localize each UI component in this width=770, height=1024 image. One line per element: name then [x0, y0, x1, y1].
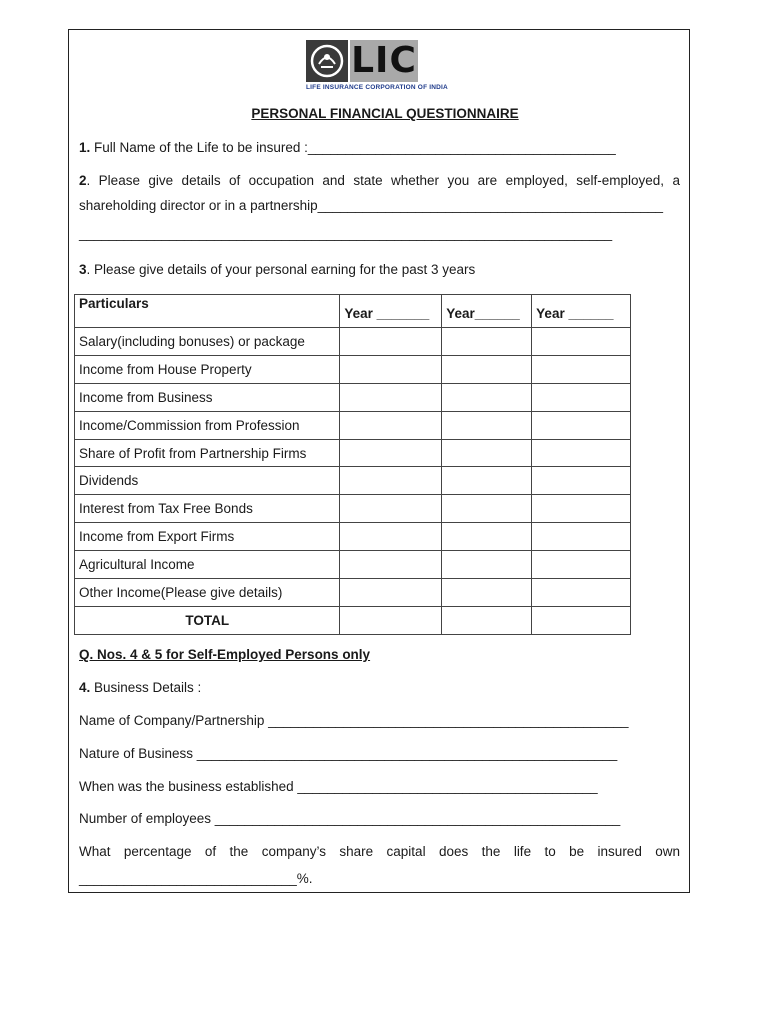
year-3-cell[interactable] — [532, 495, 631, 523]
table-row — [75, 523, 631, 551]
header-year-1: Year _______ — [340, 295, 442, 328]
year-3-cell[interactable] — [532, 328, 631, 356]
year-2-cell[interactable] — [442, 467, 532, 495]
year-3-cell[interactable] — [532, 383, 631, 411]
year-2-total-cell[interactable] — [442, 606, 532, 634]
lic-emblem-icon — [306, 40, 348, 82]
question-2-line-3: _______________________________________________________________________ — [79, 226, 613, 241]
row-label: Agricultural Income — [75, 551, 340, 579]
year-1-total-cell[interactable] — [340, 606, 442, 634]
year-1-cell[interactable] — [340, 579, 442, 607]
header-particulars: Particulars — [75, 295, 340, 328]
row-label: Income from Export Firms — [75, 523, 340, 551]
question-2-line-1 — [79, 173, 680, 188]
year-2-cell[interactable] — [442, 383, 532, 411]
table-row — [75, 383, 631, 411]
question-1 — [79, 140, 616, 155]
table-total-row — [75, 606, 631, 634]
year-2-cell[interactable] — [442, 355, 532, 383]
question-4 — [79, 680, 201, 695]
logo-text: LIC — [351, 40, 417, 81]
header-year-3: Year ______ — [532, 295, 631, 328]
year-1-cell[interactable] — [340, 355, 442, 383]
year-2-cell[interactable] — [442, 551, 532, 579]
question-2-number: 2 — [79, 173, 87, 188]
table-header-row — [75, 295, 631, 328]
row-label: Income from Business — [75, 383, 340, 411]
share-capital-question: What percentage of the company’s share capital does the life to be insured own — [79, 844, 680, 859]
question-2-text: . Please give details of occupation and state whether you are employed, self-employed, a — [86, 173, 680, 188]
year-3-cell[interactable] — [532, 551, 631, 579]
income-table — [74, 294, 631, 635]
table-row — [75, 328, 631, 356]
row-label: Income from House Property — [75, 355, 340, 383]
year-2-cell[interactable] — [442, 495, 532, 523]
table-row — [75, 355, 631, 383]
year-2-cell[interactable] — [442, 411, 532, 439]
year-2-cell[interactable] — [442, 579, 532, 607]
header-year-2: Year______ — [442, 295, 532, 328]
table-row — [75, 579, 631, 607]
year-1-cell[interactable] — [340, 439, 442, 467]
page-title: PERSONAL FINANCIAL QUESTIONNAIRE — [251, 106, 519, 121]
year-1-cell[interactable] — [340, 495, 442, 523]
year-3-cell[interactable] — [532, 439, 631, 467]
question-2-line-2: shareholding director or in a partnership______________________________________________ — [79, 198, 664, 213]
employees-count-field[interactable]: Number of employees ______________________________________________________ — [79, 811, 621, 826]
year-3-total-cell[interactable] — [532, 606, 631, 634]
year-1-cell[interactable] — [340, 328, 442, 356]
question-4-text: Business Details : — [90, 680, 202, 695]
year-2-cell[interactable] — [442, 328, 532, 356]
table-row — [75, 551, 631, 579]
year-3-cell[interactable] — [532, 355, 631, 383]
row-label: Other Income(Please give details) — [75, 579, 340, 607]
question-1-number: 1. — [79, 140, 91, 155]
year-1-cell[interactable] — [340, 467, 442, 495]
year-2-cell[interactable] — [442, 439, 532, 467]
question-3-number: 3 — [79, 262, 87, 277]
year-1-cell[interactable] — [340, 411, 442, 439]
table-row — [75, 411, 631, 439]
row-label: Salary(including bonuses) or package — [75, 328, 340, 356]
row-label: Income/Commission from Profession — [75, 411, 340, 439]
table-row — [75, 439, 631, 467]
row-label: Dividends — [75, 467, 340, 495]
table-row — [75, 495, 631, 523]
year-2-cell[interactable] — [442, 523, 532, 551]
row-label: Interest from Tax Free Bonds — [75, 495, 340, 523]
question-3 — [79, 262, 475, 277]
question-4-number: 4. — [79, 680, 91, 695]
table-row — [75, 467, 631, 495]
business-established-field[interactable]: When was the business established ________________________________________ — [79, 779, 598, 794]
share-capital-field[interactable]: _____________________________%. — [79, 871, 313, 886]
year-3-cell[interactable] — [532, 411, 631, 439]
year-1-cell[interactable] — [340, 551, 442, 579]
lic-logo — [306, 40, 448, 94]
year-1-cell[interactable] — [340, 523, 442, 551]
row-label: Share of Profit from Partnership Firms — [75, 439, 340, 467]
year-3-cell[interactable] — [532, 579, 631, 607]
company-name-field[interactable]: Name of Company/Partnership ________________________________________________ — [79, 713, 629, 728]
business-nature-field[interactable]: Nature of Business ________________________________________________________ — [79, 746, 618, 761]
year-1-cell[interactable] — [340, 383, 442, 411]
self-employed-section-heading: Q. Nos. 4 & 5 for Self-Employed Persons only — [79, 647, 371, 662]
year-3-cell[interactable] — [532, 467, 631, 495]
year-3-cell[interactable] — [532, 523, 631, 551]
total-label: TOTAL — [75, 606, 340, 634]
logo-subtitle: LIFE INSURANCE CORPORATION OF INDIA — [306, 84, 448, 91]
question-1-text: Full Name of the Life to be insured :_________________________________________ — [90, 140, 616, 155]
question-3-text: . Please give details of your personal earning for the past 3 years — [86, 262, 476, 277]
